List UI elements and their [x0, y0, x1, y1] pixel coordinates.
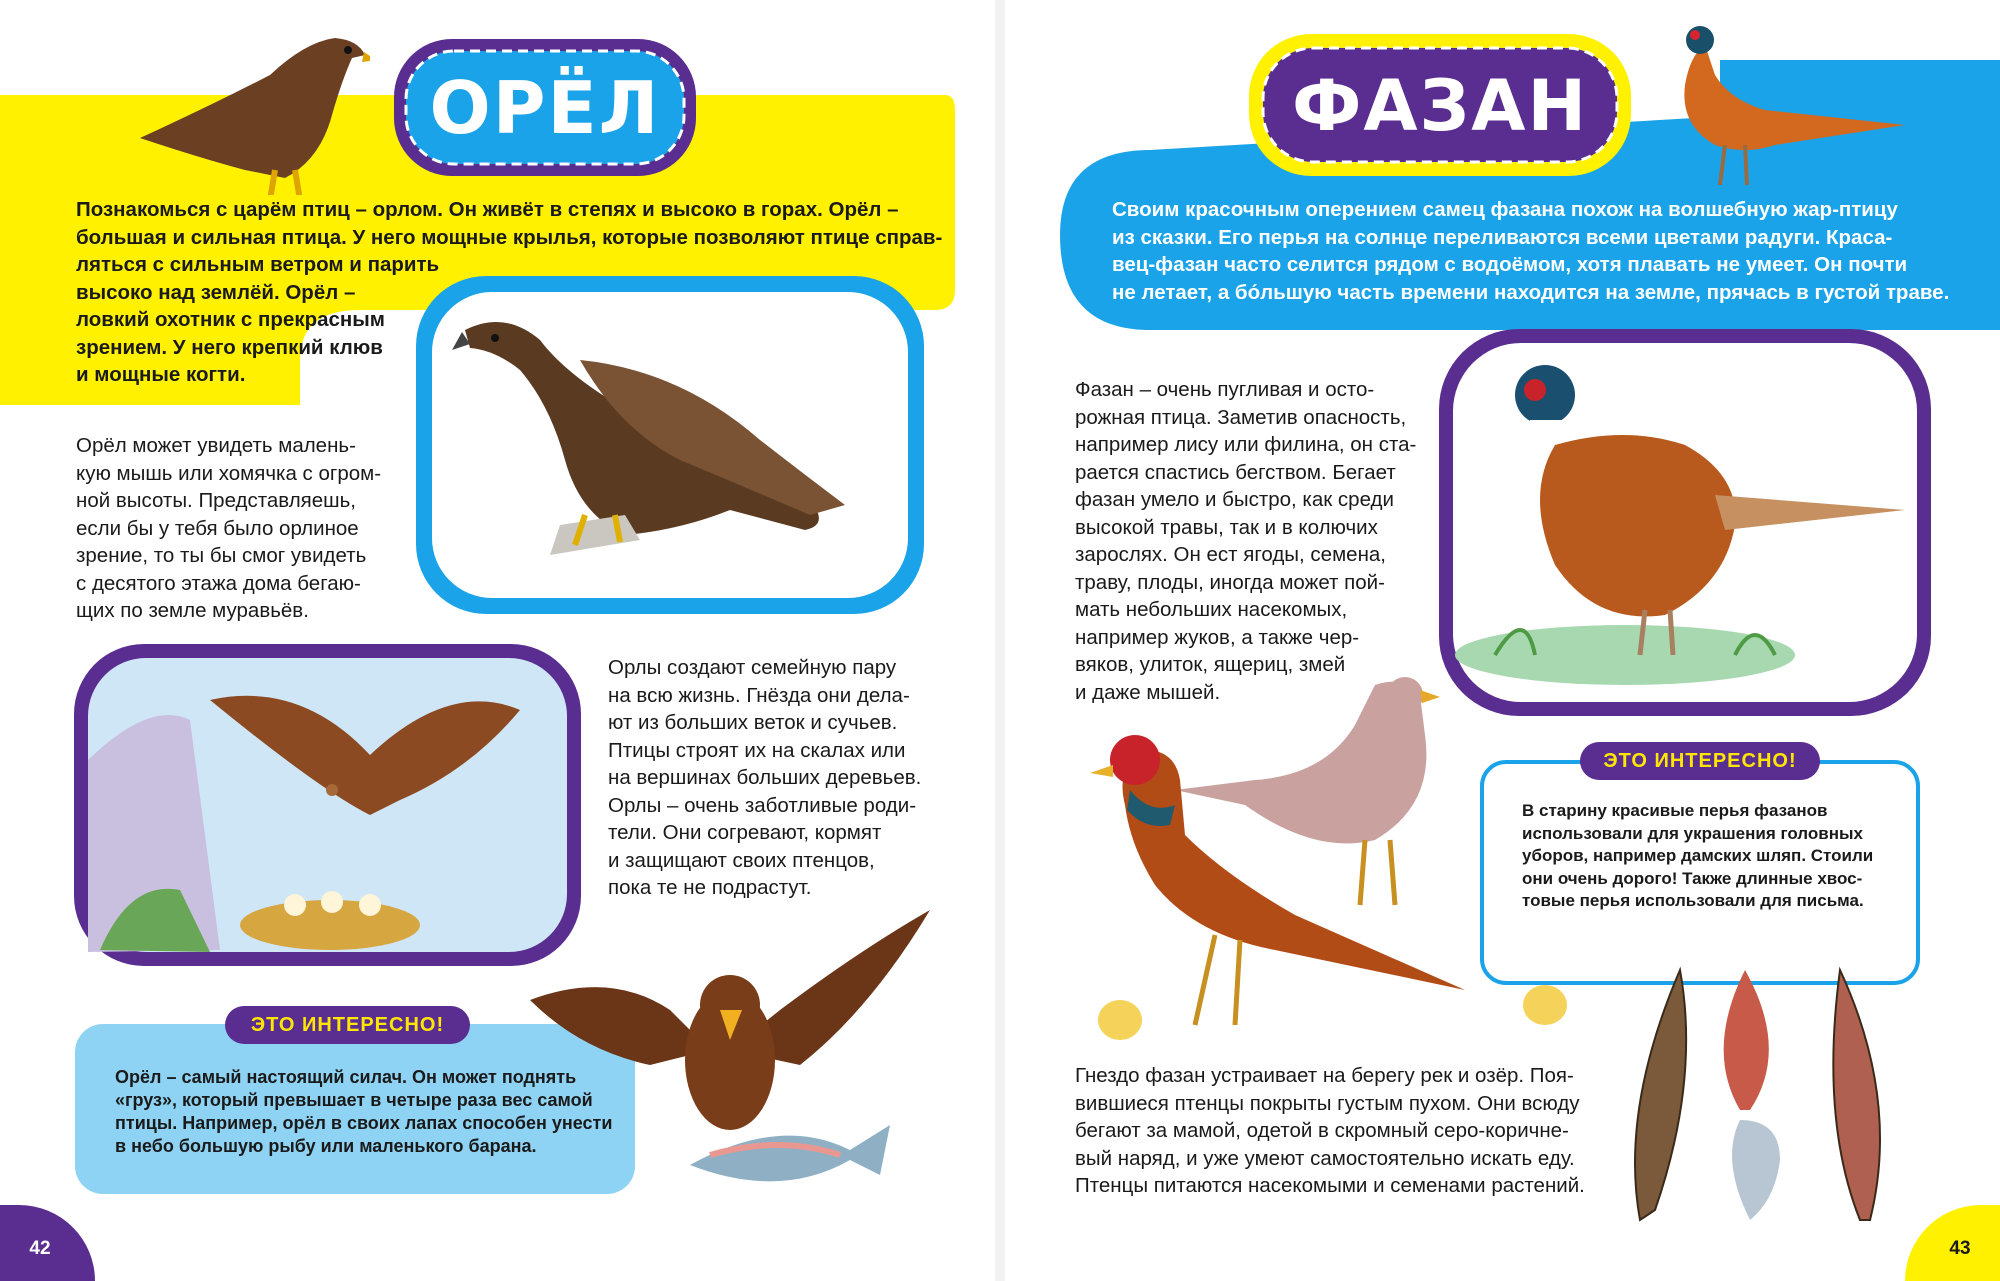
- eagle-family-paragraph: [608, 654, 948, 902]
- fact-line: уборов, например дамских шляп. Стоили: [1522, 846, 1874, 865]
- eagle-carrying-fish-illustration: [530, 910, 950, 1210]
- page-title: ОРЁЛ: [429, 66, 661, 150]
- right-page: [1000, 0, 2000, 1281]
- fact-line: товые перья использовали для письма.: [1522, 891, 1864, 910]
- fact-badge: ЭТО ИНТЕРЕСНО!: [1580, 742, 1820, 780]
- paragraph-line: бегают за мамой, одетой в скромный серо-коричне-: [1075, 1119, 1569, 1142]
- eagle-nest-frame: [70, 640, 585, 970]
- paragraph-line: например лису или филина, он ста-: [1075, 433, 1417, 456]
- pheasant-feathers-illustration: [1610, 960, 1930, 1230]
- fact-line: В старину красивые перья фазанов: [1522, 801, 1828, 820]
- paragraph-line: рается спастись бегством. Бегает: [1075, 460, 1396, 484]
- page-number: 43: [1949, 1238, 1971, 1259]
- paragraph-line: Птицы строят их на скалах или: [608, 738, 906, 762]
- paragraph-line: если бы у тебя было орлиное: [76, 516, 359, 540]
- paragraph-line: на всю жизнь. Гнёзда они дела-: [608, 683, 910, 707]
- intro-line: Своим красочным оперением самец фазана похож на волшебную жар-птицу: [1112, 198, 1898, 221]
- intro-line: ловкий охотник с прекрасным: [76, 308, 385, 331]
- intro-line: не летает, а бо́льшую часть времени находится на земле, прячась в густой траве.: [1112, 280, 1950, 304]
- paragraph-line: фазан умело и быстро, как среди: [1075, 488, 1394, 511]
- intro-line: ляться с сильным ветром и парить: [76, 253, 440, 276]
- paragraph-line: Орлы – очень заботливые роди-: [608, 793, 917, 817]
- paragraph-line: Фазан – очень пугливая и осто-: [1075, 378, 1375, 401]
- pheasant-chicks-paragraph: [1075, 1062, 1615, 1200]
- paragraph-line: ют из больших веток и сучьев.: [608, 711, 898, 734]
- pheasant-fact-text: [1522, 800, 1902, 913]
- paragraph-line: кую мышь или хомячка с огром-: [76, 461, 382, 485]
- intro-line: Познакомься с царём птиц – орлом. Он живёт в степях и высоко в горах. Орёл –: [76, 198, 899, 221]
- fact-line: «груз», который превышает в четыре раза вес самой: [115, 1090, 593, 1110]
- paragraph-line: Орёл может увидеть малень-: [76, 434, 356, 457]
- paragraph-line: с десятого этажа дома бегаю-: [76, 571, 361, 595]
- fact-line: они очень дорого! Также длинные хвос-: [1522, 868, 1863, 888]
- paragraph-line: Орлы создают семейную пару: [608, 656, 897, 679]
- page-title: ФАЗАН: [1291, 65, 1589, 147]
- paragraph-line: высокой травы, так и в колючих: [1075, 515, 1378, 539]
- paragraph-line: мать небольших насекомых,: [1075, 598, 1348, 621]
- paragraph-line: зарослях. Он ест ягоды, семена,: [1075, 543, 1386, 566]
- paragraph-line: пока те не подрастут.: [608, 876, 812, 899]
- paragraph-line: например жуков, а также чер-: [1075, 625, 1360, 649]
- intro-line: из сказки. Его перья на солнце переливаются всеми цветами радуги. Краса-: [1112, 225, 1893, 249]
- paragraph-line: щих по земле муравьёв.: [76, 599, 309, 622]
- paragraph-line: вяков, улиток, ящериц, змей: [1075, 653, 1346, 676]
- paragraph-line: траву, плоды, иногда может пой-: [1075, 570, 1385, 594]
- intro-line: зрением. У него крепкий клюв: [76, 335, 383, 359]
- paragraph-line: Птенцы питаются насекомыми и семенами растений.: [1075, 1174, 1585, 1197]
- intro-line: вец-фазан часто селится рядом с водоёмом, хотя плавать не умеет. Он почти: [1112, 253, 1908, 276]
- intro-line: высоко над землёй. Орёл –: [76, 280, 356, 304]
- intro-line: большая и сильная птица. У него мощные крылья, которые позволяют птице справ-: [76, 225, 943, 249]
- fact-badge: ЭТО ИНТЕРЕСНО!: [225, 1006, 470, 1044]
- paragraph-line: зрение, то ты бы смог увидеть: [76, 544, 367, 567]
- eagle-standing-illustration: [120, 20, 370, 195]
- fact-line: Орёл – самый настоящий силач. Он может поднять: [115, 1067, 577, 1087]
- fact-line: использовали для украшения головных: [1522, 823, 1863, 843]
- paragraph-line: тели. Они согревают, кормят: [608, 821, 882, 844]
- paragraph-line: ной высоты. Представляешь,: [76, 489, 357, 512]
- fact-line: птицы. Например, орёл в своих лапах способен унести: [115, 1113, 613, 1133]
- paragraph-line: вый наряд, и уже умеют самостоятельно искать еду.: [1075, 1146, 1575, 1170]
- paragraph-line: Гнездо фазан устраивает на берегу рек и озёр. Поя-: [1075, 1064, 1574, 1087]
- eagle-photo-frame: [410, 270, 930, 620]
- paragraph-line: и защищают своих птенцов,: [608, 848, 875, 872]
- pheasant-intro: [1112, 196, 1982, 306]
- paragraph-line: на вершинах больших деревьев.: [608, 766, 922, 789]
- fact-line: в небо большую рыбу или маленького барана.: [115, 1136, 537, 1156]
- page-number: 42: [29, 1238, 51, 1259]
- pheasant-photo-frame: [1435, 325, 1935, 720]
- paragraph-line: и даже мышей.: [1075, 680, 1221, 704]
- pheasant-behavior-paragraph: [1075, 376, 1430, 706]
- intro-line: и мощные когти.: [76, 363, 246, 386]
- eagle-vision-paragraph: [76, 432, 406, 625]
- pheasant-standing-illustration: [1655, 15, 1915, 195]
- paragraph-line: вившиеся птенцы покрыты густым пухом. Они всюду: [1075, 1091, 1580, 1115]
- paragraph-line: рожная птица. Заметив опасность,: [1075, 405, 1407, 429]
